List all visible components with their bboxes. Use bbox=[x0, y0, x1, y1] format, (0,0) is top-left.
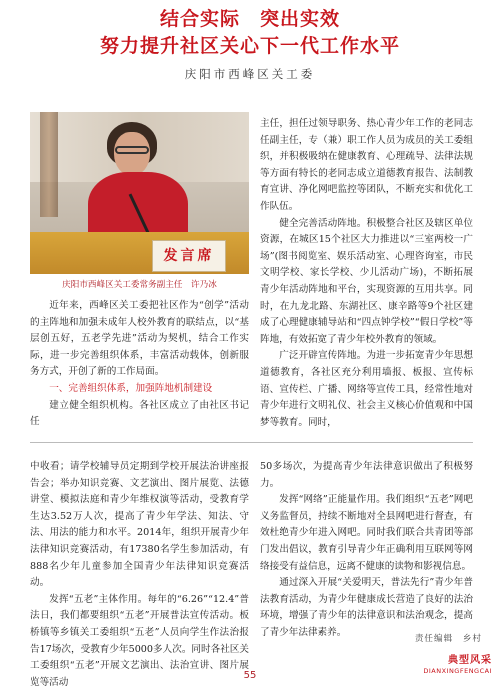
paragraph: 建立健全组织机构。各社区成立了由社区书记任 bbox=[30, 399, 249, 428]
paragraph: 健全完善活动阵地。积极整合社区及辖区单位资源，在城区15个社区大力推进以“三室两校一广场”(图书阅览室、娱乐活动室、心理咨询室，市民文明学校、家长学校、少儿活动广场)，不断拓展青少年活动阵地和平台，实现资源的互用共享。同时，在九龙北路、东湖社区、康辛路等9个社区建成了心理健康辅导站和“四点钟学校”“假日学校”等阵地，有效拓宽了青少年校外教育的领域。 bbox=[260, 217, 473, 345]
paragraph: 中收看；请学校辅导员定期到学校开展法治讲座报告会；举办知识竞赛、文艺演出、图片展览、法德讲堂、模拟法庭和青少年维权演等活动，受教育学生达3.52万人次，提高了青少年学法、知法、守法、用法的能力和水平。2014年，组织开展青少年法律知识竞赛活动，有17380名学生参加活动，有888名少年儿童参加全国青少年法律知识竞赛活动。 bbox=[30, 461, 249, 589]
paragraph: 发挥“网络”正能量作用。我们组织“五老”网吧义务监督员，持续不断地对全县网吧进行督查，有效杜绝青少年进入网吧。同时我们联合共青团等部门发出倡议，教育引导青少年正确利用互联网等网络接受有益信息，远离不健康的读物和影视信息。 bbox=[260, 494, 473, 572]
article-column-bottom-left bbox=[30, 459, 249, 691]
paragraph: 主任，担任过领导职务、热心青少年工作的老同志任副主任，专（兼）职工作人员为成员的关工委组织，并积极吸纳在健康教育、心理疏导、法律法规等方面有特长的老同志成立道德教育报告、法制教育宣讲、净化网吧监控等团队，不断充实和优化工作队伍。 bbox=[260, 118, 473, 212]
section-subheading: 一、完善组织体系，加强阵地机制建设 bbox=[49, 382, 213, 394]
paragraph: 发挥“五老”主体作用。每年的“6.26”“12.4”普法日，我们都要组织“五老”开展普法宣传活动。板桥镇等乡镇关工委组织“五老”人员向学生作法治报告17场次，受教育少年5000多人次。同时各社区关工委组织“五老”开展文艺演出、法治宣讲、图片展览等活动 bbox=[30, 593, 249, 688]
page-number: 55 bbox=[243, 670, 257, 681]
nameplate: 发言席 bbox=[152, 240, 226, 272]
headline-line-1: 结合实际 突出实效 bbox=[159, 8, 340, 30]
paragraph: 广泛开辟宣传阵地。为进一步拓宽青少年思想道德教育，各社区充分利用墙报、板报、宣传标语、宣传栏、广播、网络等宣传工具，经常性地对青少年进行文明礼仪、社会主义核心价值观和中国梦等教育。同时， bbox=[260, 350, 473, 428]
article-column-top-left bbox=[30, 298, 249, 431]
paragraph: 近年来，西峰区关工委把社区作为“创学”活动的主阵地和加强未成年人校外教育的联结点，以“基层创五好，五老学先进”活动为契机，结合工作实际，进一步完善组织体系，丰富活动载体，创新服务方式，开创了新的工作局面。 bbox=[30, 300, 249, 378]
speaker-photo bbox=[30, 112, 249, 274]
paragraph: 通过深入开展“关爱明天，普法先行”青少年普法教育活动，为青少年健康成长营造了良好的法治环境，增强了青少年的法律意识和法治观念，提高了青少年法律素养。 bbox=[260, 577, 473, 638]
editor-credit: 责任编辑 乡村 bbox=[414, 634, 482, 644]
column-brand-pinyin: DIANXINGFENGCAI bbox=[423, 667, 492, 675]
article-column-top-right bbox=[260, 116, 473, 431]
column-brand: 典型风采 bbox=[448, 655, 492, 666]
paragraph: 50多场次，为提高青少年法律意识做出了积极努力。 bbox=[260, 461, 473, 489]
article-column-bottom-right bbox=[260, 459, 473, 642]
photo-caption: 庆阳市西峰区关工委常务副主任 许乃冰 bbox=[62, 280, 217, 290]
headline-line-2: 努力提升社区关心下一代工作水平 bbox=[99, 35, 400, 57]
section-divider bbox=[30, 442, 473, 443]
author-byline: 庆阳市西峰区关工委 bbox=[184, 67, 316, 81]
